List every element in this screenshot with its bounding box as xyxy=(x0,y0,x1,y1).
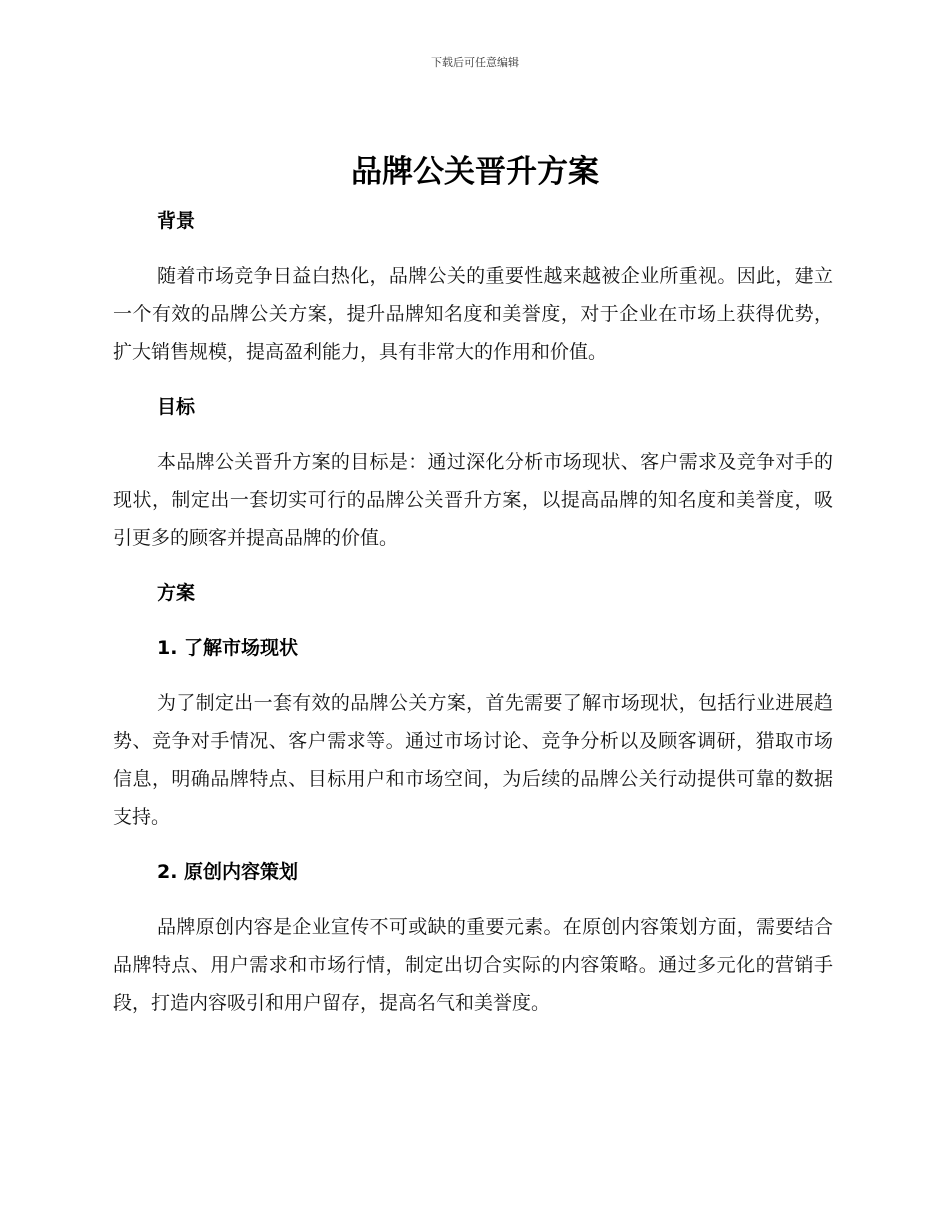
section-heading-market-research: 1. 了解市场现状 xyxy=(157,637,299,659)
section-paragraph-goal: 本品牌公关晋升方案的目标是：通过深化分析市场现状、客户需求及竞争对手的现状，制定出一套切实可行的品牌公关晋升方案，以提高品牌的知名度和美誉度，吸引更多的顾客并提高品牌的价值。 xyxy=(113,451,833,549)
document-title: 品牌公关晋升方案 xyxy=(351,154,599,190)
section-heading-content-planning: 2. 原创内容策划 xyxy=(157,861,299,883)
header-note: 下载后可任意编辑 xyxy=(431,56,519,69)
document-body xyxy=(113,202,833,1022)
section-heading-background: 背景 xyxy=(157,210,196,232)
section-paragraph-content-planning: 品牌原创内容是企业宣传不可或缺的重要元素。在原创内容策划方面，需要结合品牌特点、用户需求和市场行情，制定出切合实际的内容策略。通过多元化的营销手段，打造内容吸引和用户留存，提高名气和美誉度。 xyxy=(113,916,833,1014)
section-heading-goal: 目标 xyxy=(157,396,196,418)
section-heading-plan: 方案 xyxy=(157,582,196,604)
section-paragraph-market-research: 为了制定出一套有效的品牌公关方案，首先需要了解市场现状，包括行业进展趋势、竞争对手情况、客户需求等。通过市场讨论、竞争分析以及顾客调研，猎取市场信息，明确品牌特点、目标用户和市场空间，为后续的品牌公关行动提供可靠的数据支持。 xyxy=(113,692,833,828)
section-paragraph-background: 随着市场竞争日益白热化，品牌公关的重要性越来越被企业所重视。因此，建立一个有效的品牌公关方案，提升品牌知名度和美誉度，对于企业在市场上获得优势，扩大销售规模，提高盈利能力，具有非常大的作用和价值。 xyxy=(113,265,833,363)
